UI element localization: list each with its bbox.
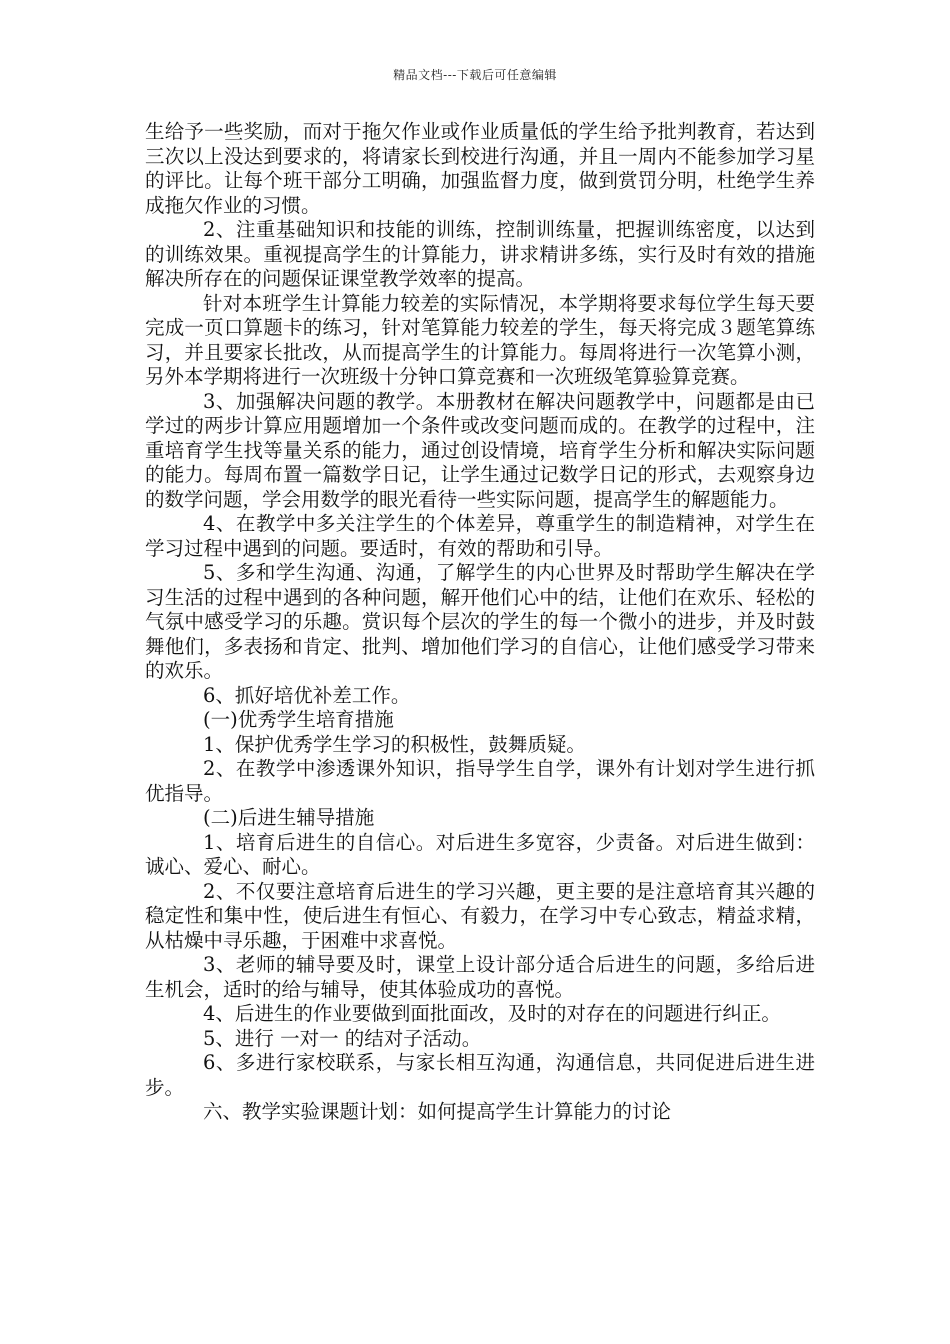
paragraph: 6、抓好培优补差工作。 [203, 683, 411, 707]
paragraph: 1、培育后进生的自信心。对后进生多宽容，少责备。对后进生做到：诚心、爱心、耐心。 [145, 830, 815, 878]
paragraph: 2、在教学中渗透课外知识，指导学生自学，课外有计划对学生进行抓优指导。 [145, 757, 815, 805]
paragraph: (二)后进生辅导措施 [203, 806, 375, 829]
page-header: 精品文档---下载后可任意编辑 [393, 68, 557, 82]
paragraph: 6、多进行家校联系，与家长相互沟通，沟通信息，共同促进后进生进步。 [145, 1051, 815, 1099]
paragraph: 1、保护优秀学生学习的积极性，鼓舞质疑。 [203, 732, 586, 756]
paragraph: 5、进行 一对一 的结对子活动。 [203, 1026, 482, 1050]
paragraph: 2、不仅要注意培育后进生的学习兴趣，更主要的是注意培育其兴趣的稳定性和集中性，使后进生有恒心、有毅力，在学习中专心致志，精益求精，从枯燥中寻乐趣，于困难中求喜悦。 [145, 879, 815, 952]
paragraph: 生给予一些奖励，而对于拖欠作业或作业质量低的学生给予批判教育，若达到三次以上没达到要求的，将请家长到校进行沟通，并且一周内不能参加学习星的评比。让每个班干部分工明确，加强监督力度，做到赏罚分明，杜绝学生养成拖欠作业的习惯。 [145, 120, 815, 217]
paragraph: 5、多和学生沟通、沟通，了解学生的内心世界及时帮助学生解决在学习生活的过程中遇到的各种问题，解开他们心中的结，让他们在欢乐、轻松的气氛中感受学习的乐趣。赏识每个层次的学生的每一个微小的进步，并及时鼓舞他们，多表扬和肯定、批判、增加他们学习的自信心，让他们感受学习带来的欢乐。 [145, 561, 815, 682]
paragraph: (一)优秀学生培育措施 [203, 708, 394, 731]
paragraph: 3、老师的辅导要及时，课堂上设计部分适合后进生的问题，多给后进生机会，适时的给与辅导，使其体验成功的喜悦。 [145, 953, 815, 1001]
paragraph: 3、加强解决问题的教学。本册教材在解决问题教学中，问题都是由已学过的两步计算应用题增加一个条件或改变问题而成的。在教学的过程中，注重培育学生找等量关系的能力，通过创设情境，培育学生分析和解决实际问题的能力。每周布置一篇数学日记，让学生通过记数学日记的形式，去观察身边的数学问题，学会用数学的眼光看待一些实际问题，提高学生的解题能力。 [145, 389, 815, 511]
paragraph: 4、在教学中多关注学生的个体差异，尊重学生的制造精神，对学生在学习过程中遇到的问题。要适时，有效的帮助和引导。 [145, 512, 815, 560]
paragraph: 2、注重基础知识和技能的训练，控制训练量，把握训练密度，以达到的训练效果。重视提高学生的计算能力，讲求精讲多练，实行及时有效的措施解决所存在的问题保证课堂教学效率的提高。 [145, 218, 815, 290]
document-body [145, 120, 815, 1125]
paragraph: 六、教学实验课题计划：如何提高学生计算能力的讨论 [203, 1100, 672, 1123]
paragraph: 4、后进生的作业要做到面批面改，及时的对存在的问题进行纠正。 [203, 1002, 781, 1025]
paragraph: 针对本班学生计算能力较差的实际情况，本学期将要求每位学生每天要完成一页口算题卡的练习，针对笔算能力较差的学生，每天将完成３题笔算练习，并且要家长批改，从而提高学生的计算能力。每周将进行一次笔算小测，另外本学期将进行一次班级十分钟口算竞赛和一次班级笔算验算竞赛。 [145, 291, 815, 388]
